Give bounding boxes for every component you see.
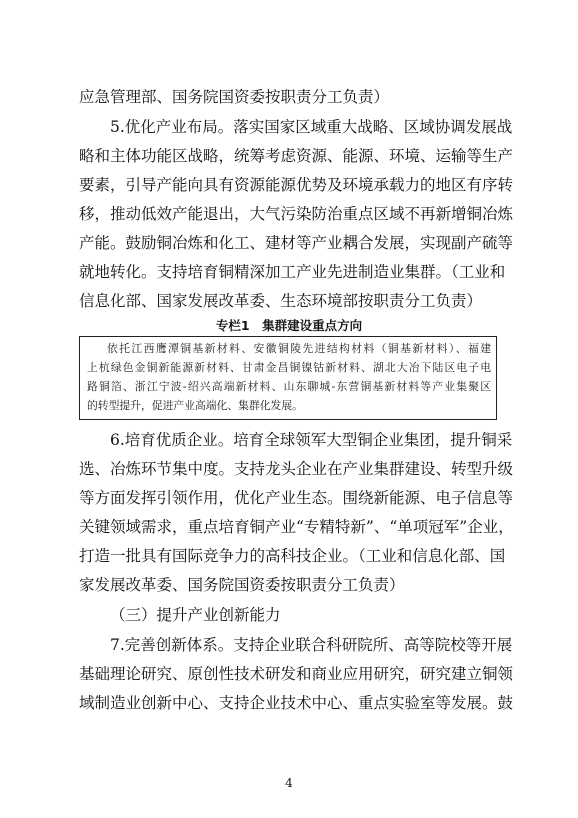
- paragraph-line: 选、冶炼环节集中度。支持龙头企业在产业集群建设、转型升级: [79, 460, 514, 478]
- feature-box: [79, 336, 497, 420]
- box-line: 的转型提升，促进产业高端化、集群化发展。: [87, 399, 303, 412]
- paragraph-line: 域制造业创新中心、支持企业技术中心、重点实验室等发展。鼓: [79, 694, 514, 712]
- box-line: 上杭绿色金铜新能源新材料、甘肃金昌铜镍钴新材料、湖北大冶下陆区电子电: [87, 361, 491, 374]
- paragraph-line: 5.优化产业布局。落实国家区域重大战略、区域协调发展战: [110, 118, 513, 136]
- paragraph-line: 移，推动低效产能退出，大气污染防治重点区域不再新增铜冶炼: [79, 205, 514, 223]
- box-line: 依托江西鹰潭铜基新材料、安徽铜陵先进结构材料（铜基新材料）、福建: [107, 342, 491, 355]
- paragraph-line: 家发展改革委、国务院国资委按职责分工负责）: [79, 576, 405, 594]
- paragraph-line: 产能。鼓励铜冶炼和化工、建材等产业耦合发展，实现副产硫等: [79, 234, 514, 252]
- paragraph-line: 关键领域需求，重点培育铜产业“专精特新”、“单项冠军”企业，: [79, 518, 514, 536]
- paragraph-line: 打造一批具有国际竞争力的高科技企业。（工业和信息化部、国: [79, 547, 506, 565]
- box-line: 路铜箔、浙江宁波-绍兴高端新材料、山东聊城-东营铜基新材料等产业集聚区: [87, 380, 491, 393]
- section-heading: （三）提升产业创新能力: [110, 606, 281, 624]
- paragraph-line: 略和主体功能区战略，统筹考虑资源、能源、环境、运输等生产: [79, 147, 514, 165]
- paragraph-line: 基础理论研究、原创性技术研发和商业应用研究，研究建立铜领: [79, 665, 514, 683]
- page-number: 4: [285, 776, 293, 790]
- paragraph-line: 信息化部、国家发展改革委、生态环境部按职责分工负责）: [79, 292, 483, 310]
- paragraph-line: 6.培育优质企业。培育全球领军大型铜企业集团，提升铜采: [110, 431, 513, 449]
- paragraph-line: 要素，引导产能向具有资源能源优势及环境承载力的地区有序转: [79, 176, 514, 194]
- paragraph-line: 等方面发挥引领作用，优化产业生态。围绕新能源、电子信息等: [79, 489, 514, 507]
- box-title: 专栏1 集群建设重点方向: [215, 318, 363, 333]
- paragraph-line: 7.完善创新体系。支持企业联合科研院所、高等院校等开展: [110, 636, 513, 654]
- paragraph-line: 就地转化。支持培育铜精深加工产业先进制造业集群。（工业和: [79, 263, 506, 281]
- paragraph-line: 应急管理部、国务院国资委按职责分工负责）: [79, 88, 390, 106]
